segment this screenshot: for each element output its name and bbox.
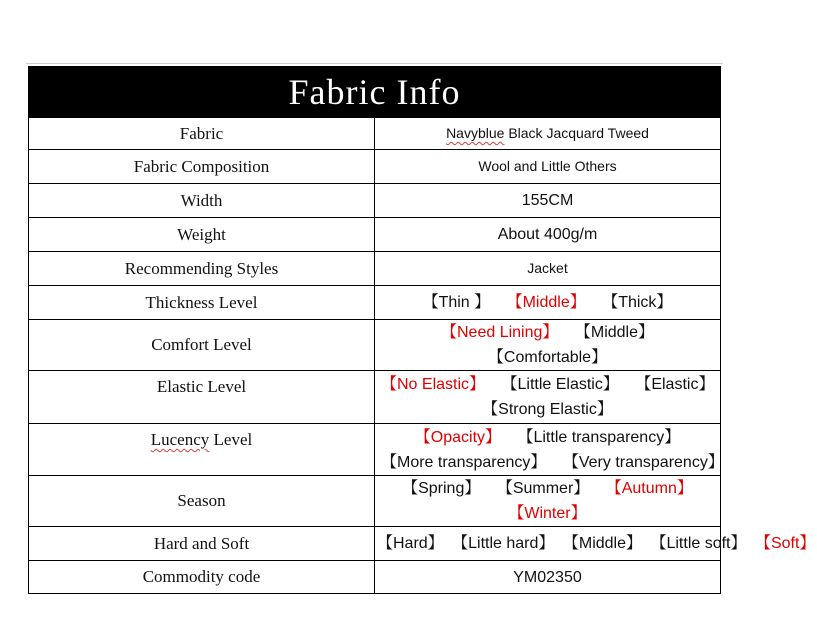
value-season: [375, 476, 721, 527]
table-title: Fabric Info: [29, 67, 721, 118]
label-composition: Fabric Composition: [29, 150, 375, 184]
label-weight: Weight: [29, 218, 375, 252]
elastic-line-1: [375, 372, 720, 397]
option-hardness-hard: 【Hard】: [377, 535, 444, 552]
option-comfort-middle: 【Middle】: [574, 324, 654, 341]
row-width: [29, 184, 721, 218]
label-elastic: Elastic Level: [29, 371, 375, 424]
label-lucency: [29, 424, 375, 476]
option-lucency-very: 【Very transparency】: [562, 453, 724, 471]
value-composition: Wool and Little Others: [375, 150, 721, 184]
option-hardness-middle: 【Middle】: [562, 535, 643, 552]
value-code: YM02350: [375, 561, 721, 594]
option-season-autumn: 【Autumn】: [605, 480, 693, 497]
row-thickness: [29, 286, 721, 320]
title-row: [29, 67, 721, 118]
option-thickness-thin: 【Thin 】: [422, 294, 491, 311]
option-thickness-middle: 【Middle】: [506, 294, 586, 311]
row-code: [29, 561, 721, 594]
top-rule: [26, 63, 723, 64]
label-code: Commodity code: [29, 561, 375, 594]
value-fabric: [375, 118, 721, 150]
option-season-winter: 【Winter】: [508, 505, 587, 522]
row-weight: [29, 218, 721, 252]
label-width: Width: [29, 184, 375, 218]
row-composition: [29, 150, 721, 184]
option-hardness-little-soft: 【Little soft】: [650, 535, 747, 552]
label-thickness: Thickness Level: [29, 286, 375, 320]
option-hardness-soft: 【Soft】: [754, 535, 816, 552]
value-elastic: [375, 371, 721, 424]
option-lucency-opacity: 【Opacity】: [414, 428, 502, 446]
value-width: 155CM: [375, 184, 721, 218]
value-fabric-first-word: Navyblue: [446, 125, 505, 141]
lucency-line-1: [375, 425, 720, 450]
row-lucency: [29, 424, 721, 476]
label-season: Season: [29, 476, 375, 527]
row-hardness: [29, 527, 721, 561]
fabric-info-table: [28, 66, 816, 594]
label-lucency-first-word: Lucency: [150, 430, 210, 449]
option-comfort-need-lining: 【Need Lining】: [441, 324, 559, 341]
row-comfort: [29, 320, 721, 371]
row-elastic: [29, 371, 721, 424]
label-styles: Recommending Styles: [29, 252, 375, 286]
label-hardness: Hard and Soft: [29, 527, 375, 561]
option-elastic-strong: 【Strong Elastic】: [482, 401, 613, 418]
label-fabric: Fabric: [29, 118, 375, 150]
option-comfort-comfortable: 【Comfortable】: [487, 349, 608, 366]
row-fabric: [29, 118, 721, 150]
option-elastic-elastic: 【Elastic】: [635, 376, 715, 393]
label-lucency-rest: Level: [209, 430, 253, 449]
value-comfort: [375, 320, 721, 371]
lucency-line-2: [375, 450, 724, 475]
value-lucency: [375, 424, 724, 476]
label-comfort: Comfort Level: [29, 320, 375, 371]
value-fabric-rest: Black Jacquard Tweed: [504, 125, 649, 141]
value-weight: About 400g/m: [375, 218, 721, 252]
value-thickness: [375, 286, 721, 320]
option-lucency-little: 【Little transparency】: [517, 428, 681, 446]
option-elastic-none: 【No Elastic】: [381, 376, 486, 393]
option-lucency-more: 【More transparency】: [381, 453, 547, 471]
row-season: [29, 476, 721, 527]
row-styles: [29, 252, 721, 286]
value-styles: Jacket: [375, 252, 721, 286]
option-thickness-thick: 【Thick】: [602, 294, 673, 311]
option-elastic-little: 【Little Elastic】: [501, 376, 619, 393]
option-season-spring: 【Spring】: [402, 480, 481, 497]
elastic-line-2: [375, 397, 720, 422]
option-hardness-little-hard: 【Little hard】: [452, 535, 555, 552]
value-hardness: [375, 527, 816, 561]
option-season-summer: 【Summer】: [496, 480, 590, 497]
